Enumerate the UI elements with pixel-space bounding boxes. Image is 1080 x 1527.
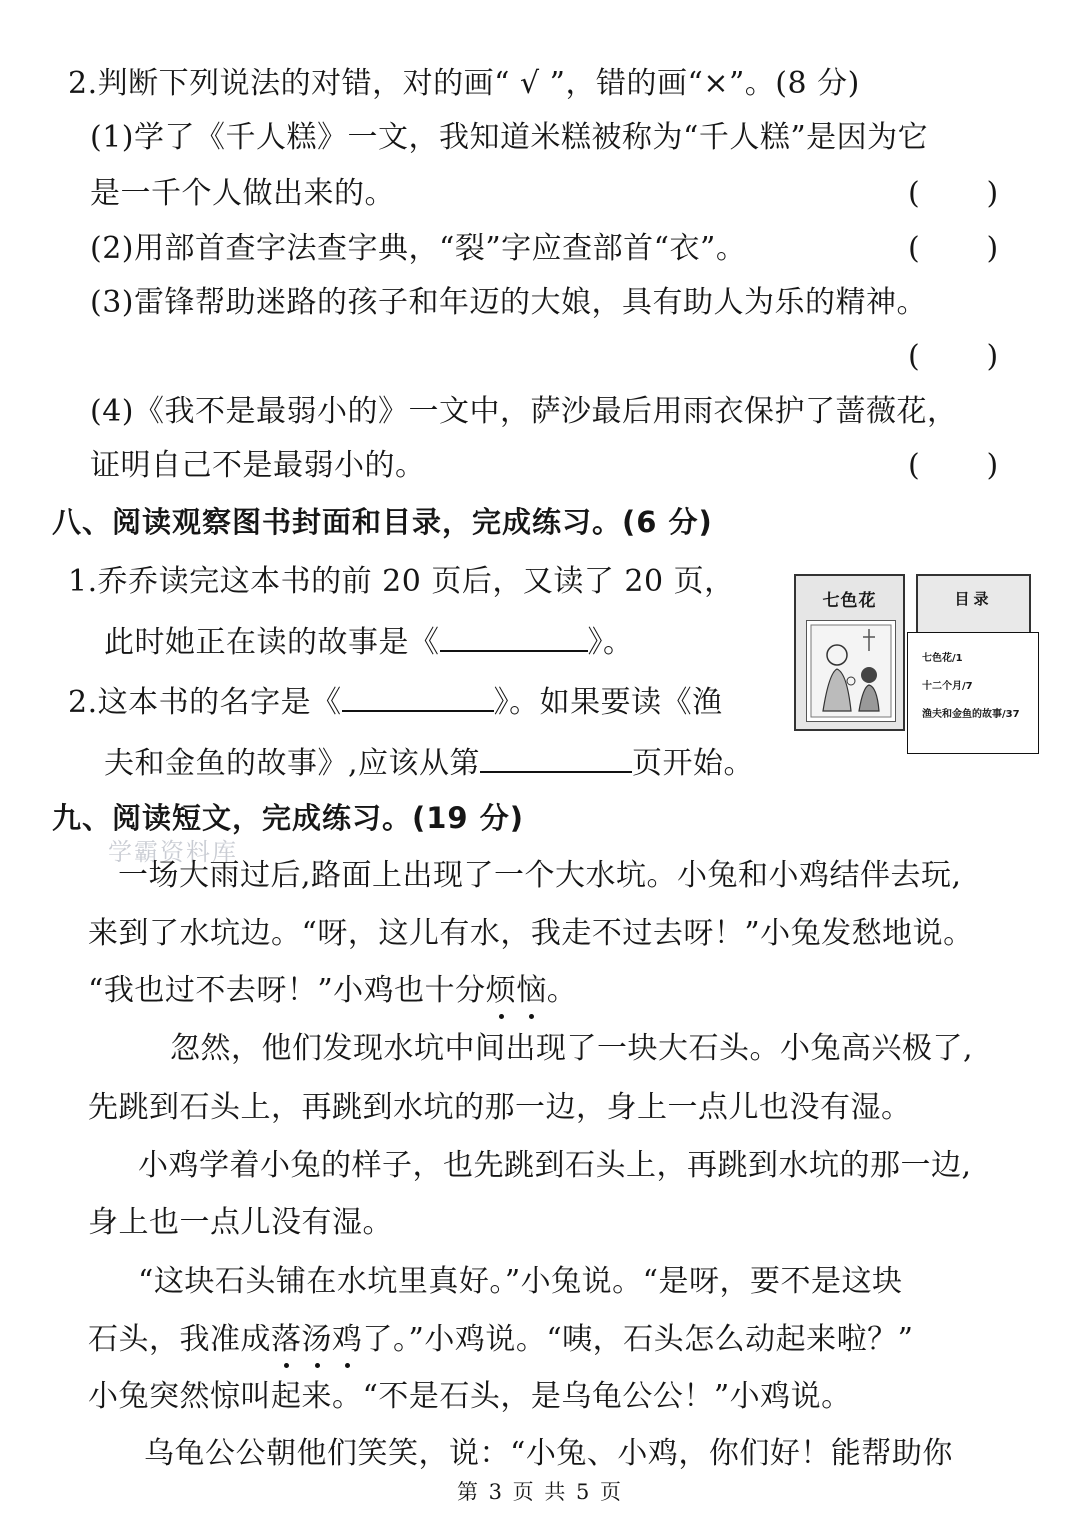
s8-q2-text: 2.这本书的名字是《 — [68, 685, 342, 720]
answer-paren-4[interactable]: ( ) — [908, 448, 999, 483]
emphasis-char: 烦 — [486, 971, 517, 1011]
q2-item-1-line-2: 是一千个人做出来的。 — [90, 176, 395, 211]
toc-item: 渔夫和金鱼的故事/37 — [922, 709, 1020, 720]
cover-illustration — [806, 620, 896, 722]
q2-item-3: (3)雷锋帮助迷路的孩子和年迈的大娘，具有助人为乐的精神。 — [90, 285, 927, 320]
answer-paren-2[interactable]: ( ) — [908, 231, 999, 266]
p1-line-3-text: “我也过不去呀！”小鸡也十分 — [88, 973, 486, 1008]
question-2-title: 2.判断下列说法的对错，对的画“ √ ”，错的画“×”。(8 分) — [68, 66, 860, 101]
p4-line-2-text: 石头，我准成 — [88, 1322, 271, 1357]
p3-line-2: 身上也一点儿没有湿。 — [88, 1205, 393, 1240]
p4-line-1: “这块石头铺在水坑里真好。”小兔说。“是呀，要不是这块 — [138, 1264, 903, 1299]
p1-line-3 — [88, 971, 577, 1011]
p3-line-1: 小鸡学着小兔的样子，也先跳到石头上，再跳到水坑的那一边, — [138, 1148, 972, 1183]
s8-q1-close: 》。 — [587, 625, 634, 660]
p2-line-2: 先跳到石头上，再跳到水坑的那一边，身上一点儿也没有湿。 — [88, 1090, 912, 1125]
toc-list — [907, 632, 1039, 754]
section-8-heading: 八、阅读观察图书封面和目录，完成练习。(6 分) — [52, 505, 713, 539]
p2-line-1: 忽然，他们发现水坑中间出现了一块大石头。小兔高兴极了, — [170, 1031, 974, 1066]
p4-line-2 — [88, 1320, 914, 1360]
p4-line-3: 小兔突然惊叫起来。“不是石头，是乌龟公公！”小鸡说。 — [88, 1379, 852, 1414]
p5-line-1: 乌龟公公朝他们笑笑，说：“小兔、小鸡，你们好！能帮助你 — [144, 1436, 953, 1471]
s8-q1-line-2 — [104, 620, 634, 663]
page-footer: 第 3 页 共 5 页 — [456, 1480, 624, 1504]
p1-line-3-end: 。 — [546, 973, 578, 1008]
p1-line-2: 来到了水坑边。“呀，这儿有水，我走不过去呀！”小兔发愁地说。 — [88, 916, 974, 951]
p1-line-1: 一场大雨过后,路面上出现了一个大水坑。小兔和小鸡结伴去玩, — [118, 858, 962, 893]
emphasis-char: 恼 — [516, 971, 547, 1011]
toc-item: 七色花/1 — [922, 653, 963, 664]
page-number-blank[interactable] — [480, 741, 632, 773]
watermark: 学霸资料库 — [108, 838, 238, 866]
q2-item-1-line-1: (1)学了《千人糕》一文，我知道米糕被称为“千人糕”是因为它 — [90, 120, 929, 155]
section-9-heading: 九、阅读短文，完成练习。(19 分) — [52, 801, 524, 835]
q2-item-4-line-2: 证明自己不是最弱小的。 — [90, 448, 426, 483]
s8-q2-text-2: 夫和金鱼的故事》,应该从第 — [104, 746, 481, 781]
answer-paren-3[interactable]: ( ) — [908, 339, 999, 374]
s8-q2-rest-2: 页开始。 — [632, 746, 755, 781]
book-cover-image — [794, 574, 905, 731]
q2-item-2: (2)用部首查字法查字典，“裂”字应查部首“衣”。 — [90, 231, 747, 266]
emphasis-char: 落 — [271, 1320, 302, 1360]
emphasis-char: 鸡 — [332, 1320, 363, 1360]
cover-title: 七色花 — [822, 591, 877, 611]
s8-q1-line-1: 1.乔乔读完这本书的前 20 页后，又读了 20 页， — [68, 564, 735, 599]
s8-q2-rest: 》。如果要读《渔 — [493, 685, 723, 720]
book-name-blank[interactable] — [342, 680, 494, 712]
answer-paren-1[interactable]: ( ) — [908, 176, 999, 211]
emphasis-char: 汤 — [302, 1320, 333, 1360]
p4-line-2-end: 了。”小鸡说。“咦，石头怎么动起来啦？” — [362, 1322, 914, 1357]
dotted-word-luotangji — [271, 1322, 363, 1357]
toc-item: 十二个月/7 — [922, 681, 973, 692]
story-name-blank[interactable] — [440, 620, 588, 652]
s8-q1-text: 此时她正在读的故事是《 — [104, 625, 440, 660]
dotted-word-fannao — [486, 973, 547, 1008]
s8-q2-line-1 — [68, 680, 723, 723]
s8-q2-line-2 — [104, 741, 754, 784]
toc-title: 目录 — [954, 590, 993, 608]
q2-item-4-line-1: (4)《我不是最弱小的》一文中，萨沙最后用雨衣保护了蔷薇花， — [90, 394, 958, 429]
